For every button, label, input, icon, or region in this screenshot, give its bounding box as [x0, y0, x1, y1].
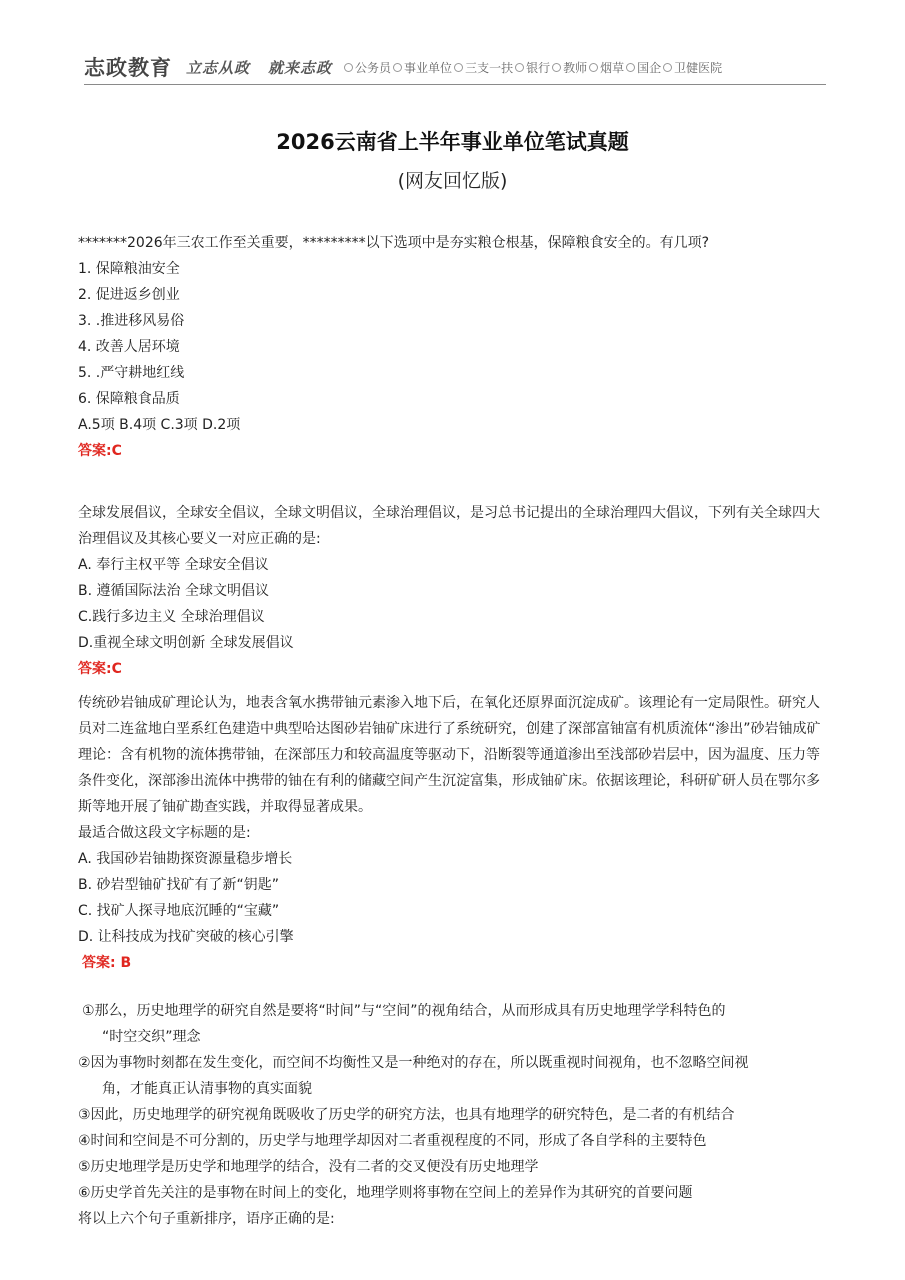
sentence: ⑥历史学首先关注的是事物在时间上的变化，地理学则将事物在空间上的差异作为其研究的首要问题 — [78, 1185, 693, 1201]
tag-label: 公务员 — [355, 60, 392, 75]
list-item: 5. .严守耕地红线 — [78, 365, 185, 381]
sentence-continued: 角，才能真正认清事物的真实面貌 — [102, 1081, 312, 1097]
option: A. 奉行主权平等 全球安全倡议 — [78, 557, 269, 573]
tag-label: 银行 — [526, 60, 551, 75]
brand-logo: 志政教育 — [84, 55, 172, 80]
tag-item — [624, 59, 661, 76]
tag-label: 三支一扶 — [465, 60, 514, 75]
tag-item — [391, 59, 452, 76]
tag-label: 国企 — [637, 60, 662, 75]
tag-label: 教师 — [563, 60, 588, 75]
options: A.5项 B.4项 C.3项 D.2项 — [78, 417, 241, 433]
tag-item — [661, 59, 722, 76]
passage: 传统砂岩铀成矿理论认为，地表含氧水携带铀元素渗入地下后，在氧化还原界面沉淀成矿。该理论有一定局限性。研究人员对二连盆地白垩系红色建造中典型哈达图砂岩铀矿床进行了系统研究，创建了深部富铀富有机质流体“渗出”砂岩铀成矿理论：含有机物的流体携带铀，在深部压力和较高温度等驱动下，沿断裂等通道渗出至浅部砂岩层中，因为温度、压力等条件变化，深部渗出流体中携带的铀在有利的储藏空间产生沉淀富集，形成铀矿床。依据该理论，科研矿研人员在鄂尔多斯等地开展了铀矿勘查实践，并取得显著成果。 — [78, 695, 821, 815]
sentence: ①那么，历史地理学的研究自然是要将“时间”与“空间”的视角结合，从而形成具有历史地理学学科特色的 — [82, 1003, 726, 1019]
option: B. 遵循国际法治 全球文明倡议 — [78, 583, 269, 599]
tag-item — [587, 59, 624, 76]
tag-item — [550, 59, 587, 76]
option: D. 让科技成为找矿突破的核心引擎 — [78, 929, 294, 945]
tag-item — [513, 59, 550, 76]
list-item: 4. 改善人居环境 — [78, 339, 180, 355]
sentence: ②因为事物时刻都在发生变化，而空间不均衡性又是一种绝对的存在，所以既重视时间视角，也不忽略空间视 — [78, 1055, 749, 1071]
tag-label: 卫健医院 — [674, 60, 723, 75]
sentence: ④时间和空间是不可分割的，历史学与地理学却因对二者重视程度的不同，形成了各自学科的主要特色 — [78, 1133, 707, 1149]
question-stem: *******2026年三农工作至关重要，*********以下选项中是夯实粮仓根基，保障粮食安全的。有几项? — [78, 235, 710, 251]
question-2 — [78, 500, 828, 682]
list-item: 2. 促进返乡创业 — [78, 287, 180, 303]
bullet-icon — [552, 63, 561, 72]
slogan-2: 就来志政 — [268, 58, 333, 77]
page-header — [84, 50, 826, 85]
bullet-icon — [344, 63, 353, 72]
question-stem: 全球发展倡议，全球安全倡议，全球文明倡议，全球治理倡议，是习总书记提出的全球治理四大倡议，下列有关全球四大治理倡议及其核心要义一对应正确的是: — [78, 505, 820, 547]
sentence: ③因此，历史地理学的研究视角既吸收了历史学的研究方法，也具有地理学的研究特色，是二者的有机结合 — [78, 1107, 735, 1123]
question-1 — [78, 230, 828, 464]
list-item: 6. 保障粮食品质 — [78, 391, 180, 407]
option: C. 找矿人探寻地底沉睡的“宝藏” — [78, 903, 280, 919]
bullet-icon — [626, 63, 635, 72]
question-stem: 最适合做这段文字标题的是: — [78, 825, 251, 841]
answer: 答案:C — [78, 443, 122, 459]
option: C.践行多边主义 全球治理倡议 — [78, 609, 265, 625]
bullet-icon — [515, 63, 524, 72]
option: D.重视全球文明创新 全球发展倡议 — [78, 635, 294, 651]
slogan-1: 立志从政 — [186, 58, 251, 77]
answer: 答案:C — [78, 661, 122, 677]
bullet-icon — [454, 63, 463, 72]
tag-label: 烟草 — [600, 60, 625, 75]
option: A. 我国砂岩铀勘探资源量稳步增长 — [78, 851, 293, 867]
tag-item — [342, 59, 391, 76]
bullet-icon — [393, 63, 402, 72]
answer: 答案: B — [82, 955, 132, 971]
sentence: ⑤历史地理学是历史学和地理学的结合，没有二者的交叉便没有历史地理学 — [78, 1159, 539, 1175]
sentence-continued: “时空交织”理念 — [102, 1029, 201, 1045]
document-body — [78, 230, 828, 1232]
list-item: 1. 保障粮油安全 — [78, 261, 180, 277]
question-3 — [78, 690, 828, 976]
question-4 — [78, 998, 828, 1232]
page-subtitle: (网友回忆版) — [397, 170, 508, 192]
question-stem: 将以上六个句子重新排序，语序正确的是: — [78, 1211, 335, 1227]
tag-label: 事业单位 — [404, 60, 453, 75]
bullet-icon — [663, 63, 672, 72]
page-title: 2026云南省上半年事业单位笔试真题 — [276, 130, 629, 154]
option: B. 砂岩型铀矿找矿有了新“钥匙” — [78, 877, 280, 893]
bullet-icon — [589, 63, 598, 72]
tag-item — [452, 59, 513, 76]
category-tags — [342, 59, 722, 76]
list-item: 3. .推进移风易俗 — [78, 313, 185, 329]
